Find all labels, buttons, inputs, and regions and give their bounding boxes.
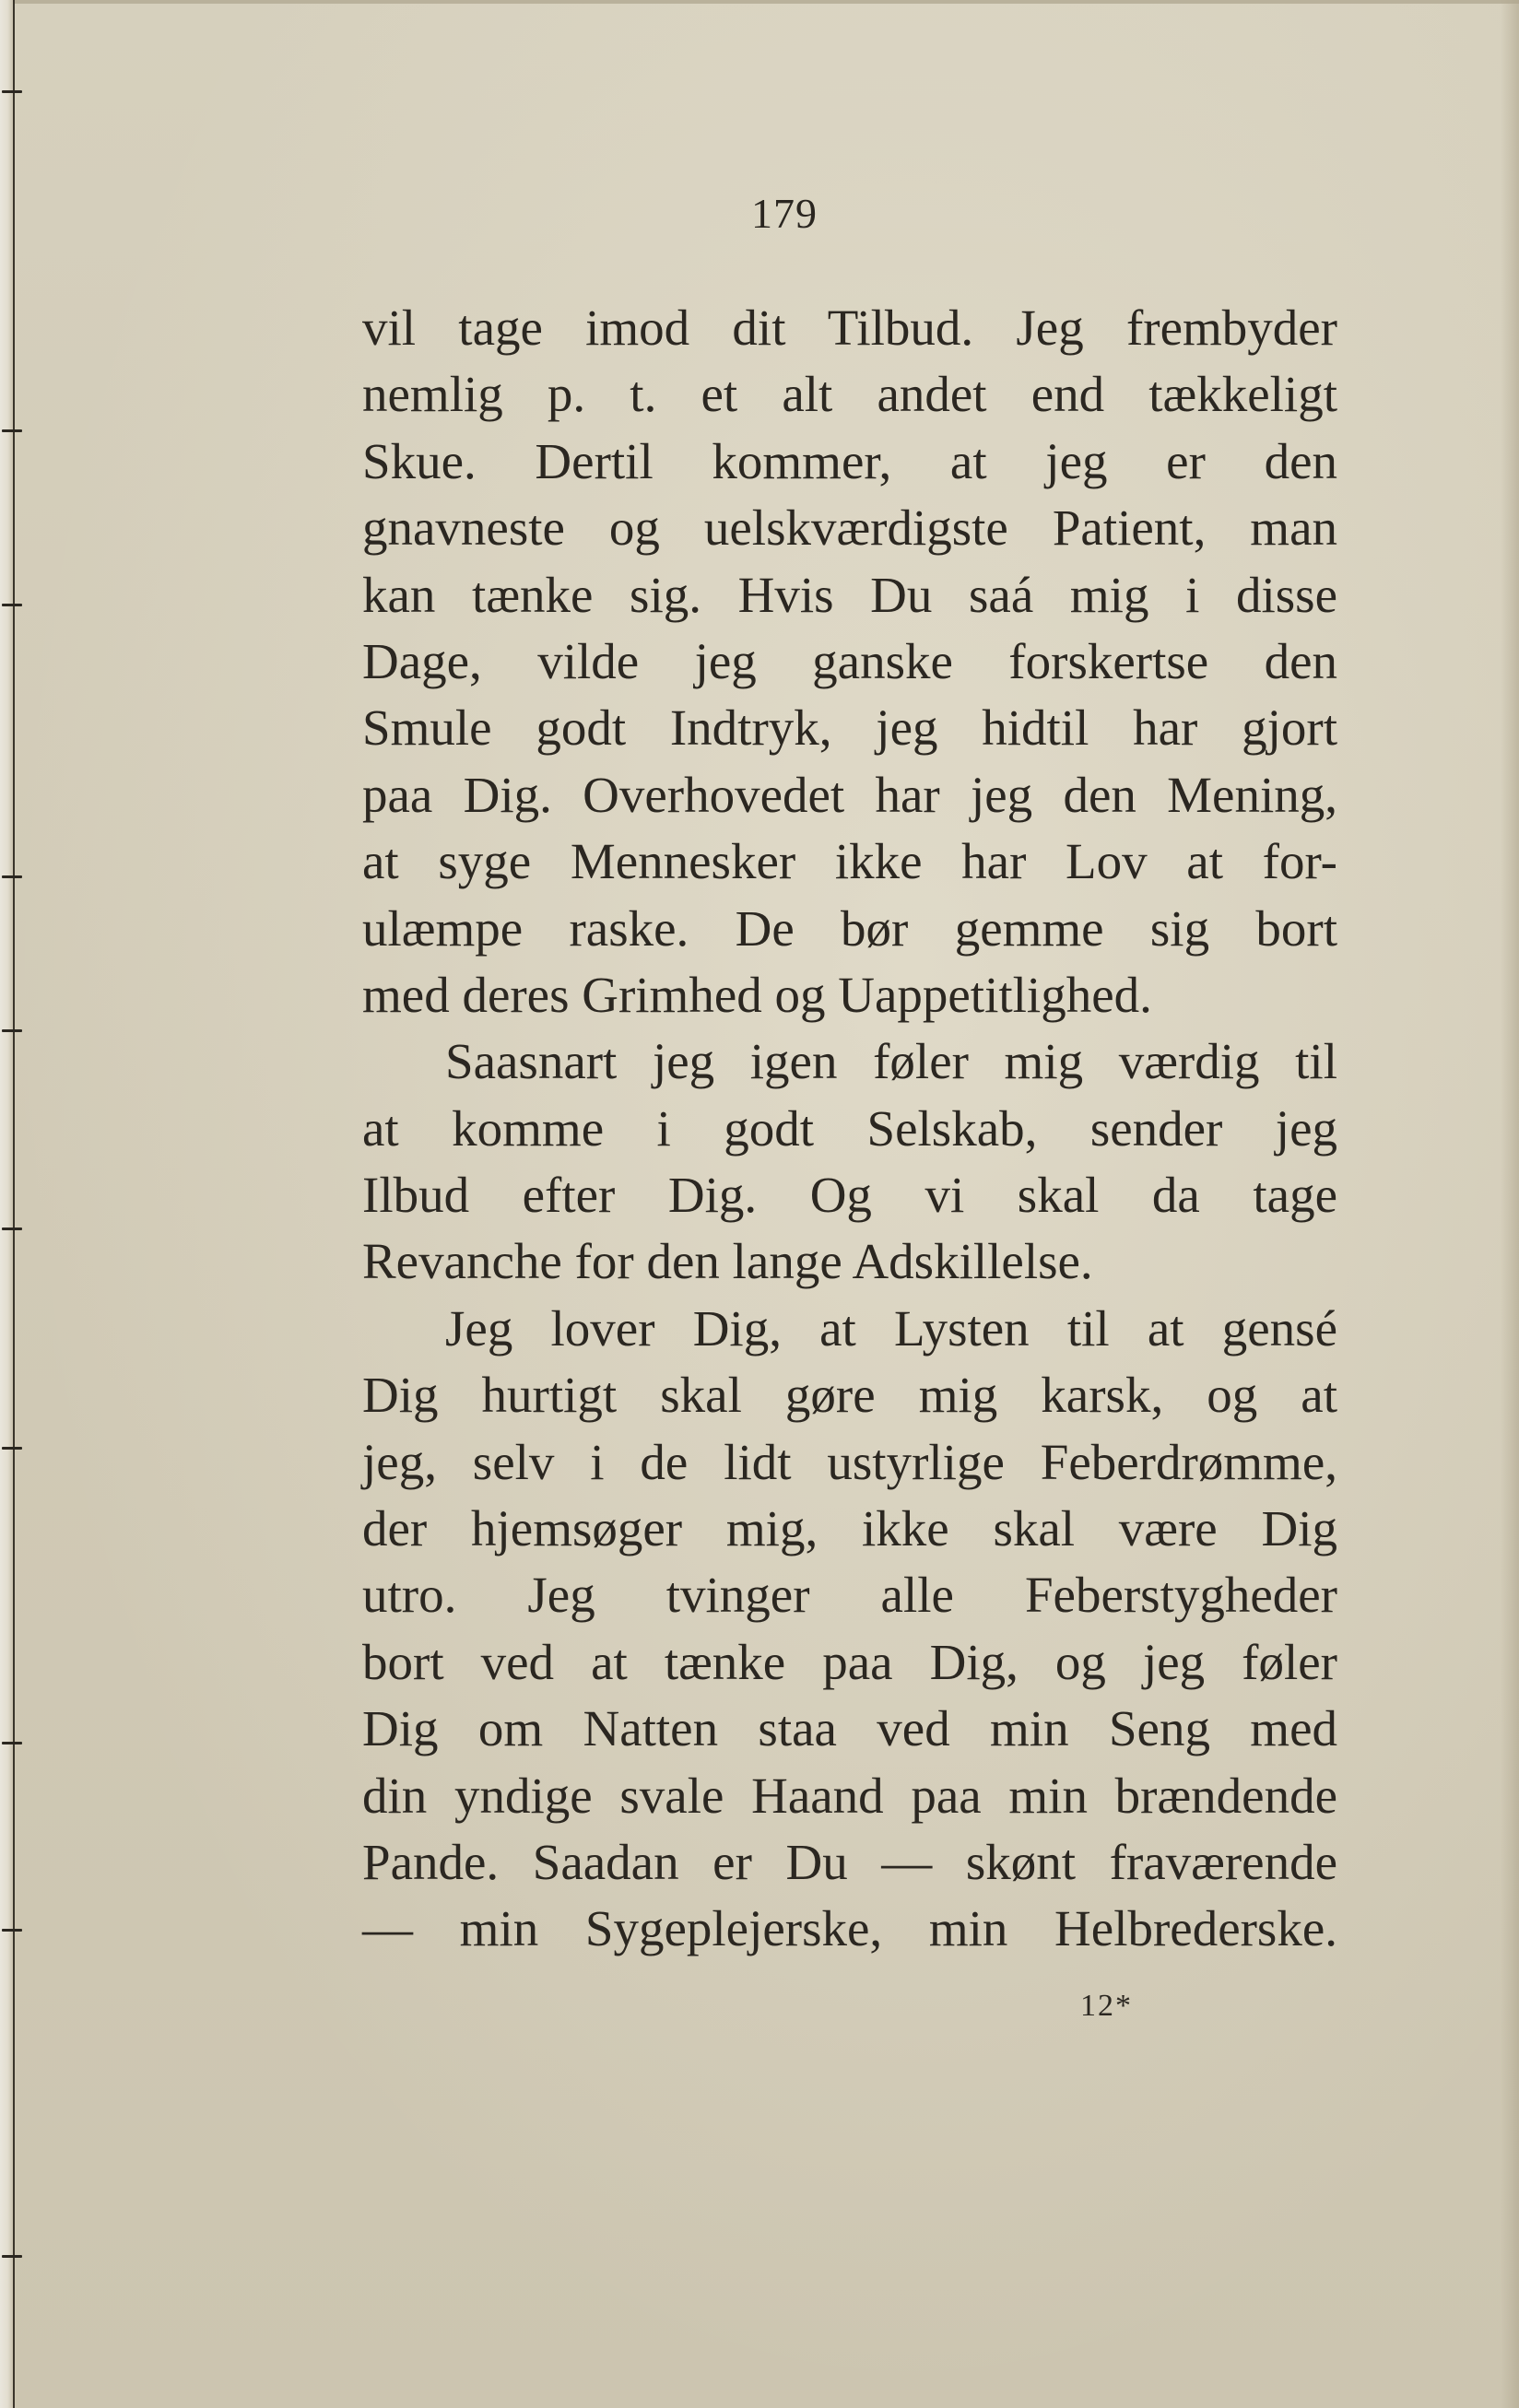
- text-line: din yndige svale Haand paa min brændende: [362, 1767, 1337, 1824]
- text-line: Skue. Dertil kommer, at jeg er den: [362, 432, 1337, 489]
- text-line: nemlig p. t. et alt andet end tækkeligt: [362, 366, 1337, 423]
- paragraph: [362, 295, 1337, 1028]
- binding-stitch: [2, 875, 22, 878]
- text-line: jeg, selv i de lidt ustyrlige Feberdrømme,: [362, 1433, 1337, 1490]
- text-line: Revanche for den lange Adskillelse.: [362, 1233, 1093, 1290]
- text-line: Saasnart jeg igen føler mig værdig til: [445, 1033, 1337, 1090]
- binding-stitch: [2, 90, 22, 93]
- paragraph: [362, 1296, 1337, 1963]
- text-line: med deres Grimhed og Uappetitlighed.: [362, 966, 1152, 1023]
- text-line: utro. Jeg tvinger alle Feberstygheder: [362, 1567, 1337, 1624]
- text-line: Ilbud efter Dig. Og vi skal da tage: [362, 1167, 1337, 1224]
- signature-mark: 12*: [1080, 1989, 1133, 2023]
- binding-stitch: [2, 1227, 22, 1230]
- text-line: — min Sygeplejerske, min Helbrederske.: [362, 1900, 1337, 1957]
- text-line: Smule godt Indtryk, jeg hidtil har gjort: [362, 699, 1337, 757]
- text-line: Dage, vilde jeg ganske forskertse den: [362, 632, 1337, 689]
- text-line: Dig om Natten staa ved min Seng med: [362, 1700, 1337, 1757]
- text-line: bort ved at tænke paa Dig, og jeg føler: [362, 1633, 1337, 1690]
- body-text: [362, 295, 1337, 1963]
- binding-edge: [0, 0, 15, 2408]
- text-line: kan tænke sig. Hvis Du saá mig i disse: [362, 566, 1337, 623]
- text-line: Jeg lover Dig, at Lysten til at gensé: [445, 1299, 1337, 1357]
- text-line: Dig hurtigt skal gøre mig karsk, og at: [362, 1367, 1337, 1424]
- right-page-edge: [1501, 0, 1519, 2408]
- page-number: 179: [751, 190, 818, 237]
- text-line: ulæmpe raske. De bør gemme sig bort: [362, 899, 1337, 957]
- text-line: gnavneste og uelskværdigste Patient, man: [362, 499, 1337, 557]
- binding-stitch: [2, 1029, 22, 1032]
- text-line: paa Dig. Overhovedet har jeg den Mening,: [362, 766, 1337, 823]
- binding-stitch: [2, 1929, 22, 1932]
- binding-stitch: [2, 2255, 22, 2258]
- binding-stitch: [2, 604, 22, 606]
- binding-stitch: [2, 1447, 22, 1450]
- text-line: at syge Mennesker ikke har Lov at for-: [362, 833, 1337, 890]
- binding-stitch: [2, 429, 22, 432]
- top-page-edge: [0, 0, 1519, 4]
- text-line: Pande. Saadan er Du — skønt fraværende: [362, 1833, 1337, 1890]
- paragraph: [362, 1028, 1337, 1296]
- text-line: at komme i godt Selskab, sender jeg: [362, 1099, 1337, 1157]
- binding-stitch: [2, 1742, 22, 1744]
- text-line: der hjemsøger mig, ikke skal være Dig: [362, 1500, 1337, 1557]
- text-line: vil tage imod dit Tilbud. Jeg frembyder: [362, 300, 1337, 356]
